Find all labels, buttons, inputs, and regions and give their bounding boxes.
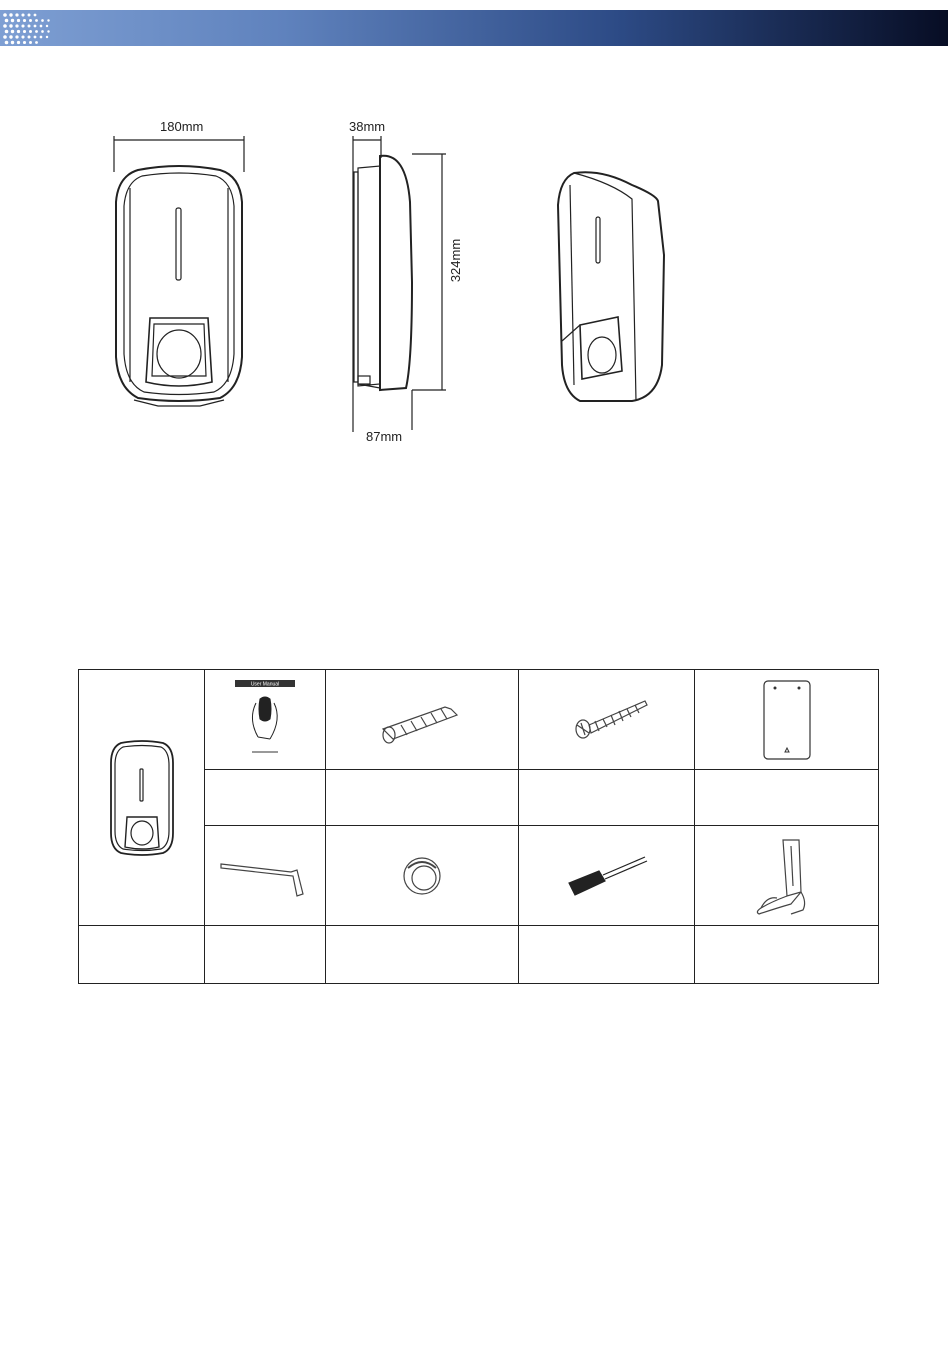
header-dot — [3, 35, 7, 39]
rubber-grommet-icon — [400, 854, 444, 898]
rubber-grommet-label-cell — [326, 926, 519, 984]
package-contents-table — [78, 669, 879, 984]
screw-icon — [559, 695, 655, 745]
rubber-grommet-cell — [326, 826, 519, 926]
header-dot — [28, 36, 31, 39]
header-dot — [15, 13, 18, 16]
charger-perspective-icon — [552, 165, 676, 407]
header-dot — [47, 19, 49, 21]
header-dot — [40, 36, 43, 39]
header-dot — [11, 30, 14, 33]
wall-plug-icon — [377, 695, 467, 745]
header-dot — [5, 41, 9, 45]
charger-front-icon — [108, 132, 252, 410]
header-dot — [28, 25, 31, 28]
header-dot — [23, 41, 26, 44]
header-dot — [9, 13, 12, 16]
header-dot — [17, 41, 20, 44]
total-depth-dimension-label: 87mm — [366, 429, 403, 444]
header-dot — [9, 24, 12, 27]
hex-key-label-cell — [205, 926, 326, 984]
header-dot — [5, 19, 9, 23]
header-dot — [35, 41, 38, 44]
header-dot — [40, 25, 43, 28]
header-dot — [9, 35, 12, 38]
header-dot — [29, 41, 32, 44]
header-dot — [34, 25, 37, 28]
header-dot — [28, 14, 31, 17]
header-dot — [15, 24, 18, 27]
header-dot — [21, 24, 24, 27]
cable-holder-label-cell — [695, 926, 879, 984]
user-manual-label-cell — [205, 770, 326, 826]
header-dot — [17, 30, 20, 33]
header-dot — [29, 19, 32, 22]
mounting-plate-label-cell — [695, 770, 879, 826]
width-dimension-label: 180mm — [160, 119, 204, 134]
cable-holder-cell — [695, 826, 879, 926]
header-dot — [35, 30, 38, 33]
screwdriver-bit-cell — [519, 826, 695, 926]
manual-title: User Manual — [250, 681, 280, 687]
dot-grid-icon — [2, 12, 50, 46]
header-dot — [46, 36, 48, 38]
wall-plug-label-cell — [326, 770, 519, 826]
header-bar — [0, 10, 948, 46]
charger-unit-label-cell — [79, 926, 205, 984]
header-dot — [21, 13, 24, 16]
header-dot — [5, 30, 9, 34]
header-dot — [3, 24, 7, 28]
header-dot — [15, 35, 18, 38]
header-dot — [23, 19, 26, 22]
user-manual-icon — [234, 679, 296, 761]
hex-key-cell — [205, 826, 326, 926]
header-dot — [21, 35, 24, 38]
charger-unit-icon — [107, 735, 177, 861]
hex-key-icon — [217, 854, 313, 898]
header-dot — [17, 19, 20, 22]
header-dot — [34, 14, 37, 17]
header-dot — [41, 19, 44, 22]
header-dot — [47, 30, 49, 32]
cable-holder-icon — [747, 836, 827, 916]
header-dot — [34, 36, 37, 39]
charger-unit-cell — [79, 670, 205, 926]
user-manual-cell — [205, 670, 326, 770]
header-dot — [46, 25, 48, 27]
screwdriver-bit-icon — [563, 853, 651, 899]
header-dot — [41, 30, 44, 33]
header-dot — [23, 30, 26, 33]
mounting-plate-cell — [695, 670, 879, 770]
height-dimension-label: 324mm — [448, 238, 464, 283]
bracket-depth-dimension-label: 38mm — [349, 119, 386, 134]
header-dot — [11, 41, 14, 44]
charger-side-icon — [344, 132, 454, 432]
header-dot — [35, 19, 38, 22]
header-dot — [3, 13, 7, 17]
header-dot — [29, 30, 32, 33]
screw-label-cell — [519, 770, 695, 826]
screw-cell — [519, 670, 695, 770]
screwdriver-bit-label-cell — [519, 926, 695, 984]
header-dot — [11, 19, 14, 22]
mounting-plate-icon — [761, 678, 813, 762]
wall-plug-cell — [326, 670, 519, 770]
